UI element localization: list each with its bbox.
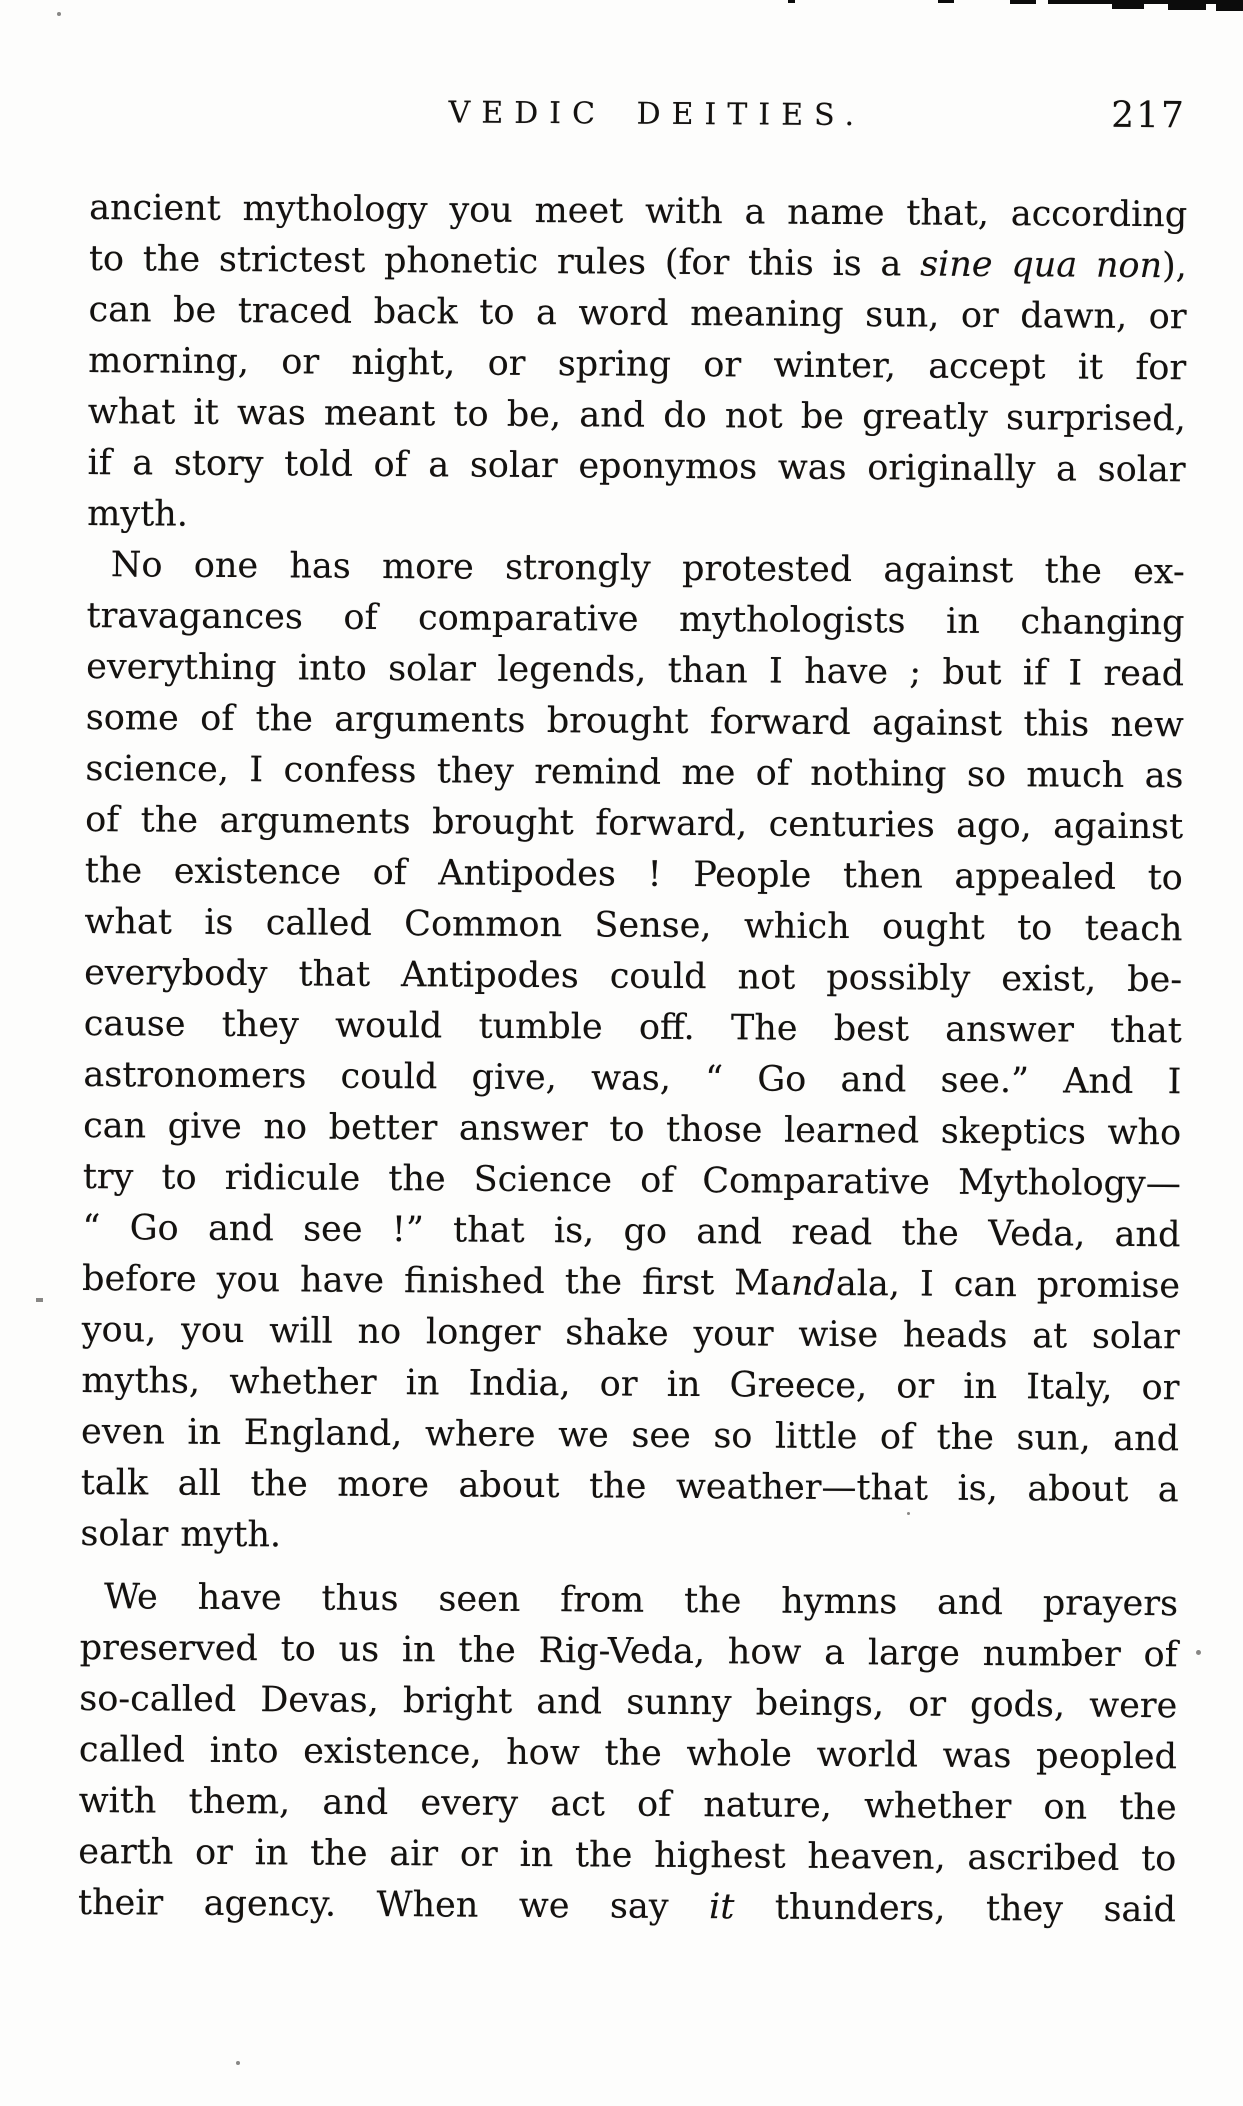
text-line: even in England, where we see so little of the sun, and	[80, 1411, 1180, 1460]
scan-artifact	[57, 12, 61, 16]
page-body	[78, 183, 1188, 1936]
scan-artifact	[1112, 3, 1144, 9]
text-line: with them, and every act of nature, whether on the	[78, 1780, 1177, 1829]
text-line: preserved to us in the Rig-Veda, how a large number of	[79, 1627, 1178, 1676]
text-line: some of the arguments brought forward against this new	[85, 697, 1184, 746]
text-line: ancient mythology you meet with a name that, according	[89, 187, 1188, 236]
scan-artifact	[938, 0, 954, 3]
text-line: talk all the more about the weather—that is, about a	[80, 1462, 1179, 1511]
text-line: what it was meant to be, and do not be greatly surprised,	[87, 391, 1186, 440]
paragraph	[78, 1572, 1178, 1936]
text-line: everything into solar legends, than I have ; but if I read	[86, 646, 1185, 695]
text-line: everybody that Antipodes could not possibly exist, be-	[84, 952, 1183, 1001]
text-line: solar myth.	[80, 1513, 282, 1556]
text-line: cause they would tumble off. The best answer that	[83, 1003, 1182, 1052]
text-line: called into existence, how the whole world was peopled	[78, 1729, 1178, 1778]
scan-artifact	[36, 1298, 43, 1302]
page-header	[90, 91, 1188, 138]
scan-artifact	[236, 2061, 240, 2065]
text-line: No one has more strongly protested against the ex-	[110, 545, 1185, 593]
text-line: the existence of Antipodes ! People then appealed to	[84, 850, 1183, 899]
scan-artifact	[1010, 0, 1036, 4]
text-line: myths, whether in India, or in Greece, or in Italy, or	[81, 1360, 1180, 1409]
text-line: can be traced back to a word meaning sun, or dawn, or	[88, 289, 1187, 338]
text-line: morning, or night, or spring or winter, accept it for	[88, 340, 1187, 389]
text-line: before you have finished the first Mandala, I can promise	[81, 1258, 1181, 1307]
text-line: travagances of comparative mythologists in changing	[86, 595, 1185, 644]
scan-artifact	[1168, 3, 1206, 10]
text-line: earth or in the air or in the highest heaven, ascribed to	[78, 1831, 1177, 1880]
scan-artifact	[1196, 1650, 1201, 1655]
text-line: of the arguments brought forward, centuries ago, against	[85, 799, 1184, 848]
text-line: try to ridicule the Science of Comparative Mythology—	[82, 1156, 1181, 1205]
text-line: you, you will no longer shake your wise heads at solar	[81, 1309, 1180, 1358]
text-line: their agency. When we say it thunders, they said	[77, 1882, 1177, 1931]
text-line: to the strictest phonetic rules (for this is a sine qua non),	[88, 238, 1187, 287]
book-page	[78, 91, 1188, 1936]
scan-artifact	[788, 0, 795, 3]
text-line: science, I confess they remind me of nothing so much as	[85, 748, 1184, 797]
paragraph	[80, 540, 1185, 1567]
page-number: 217	[1111, 94, 1186, 137]
text-line: can give no better answer to those learned skeptics who	[83, 1105, 1182, 1154]
text-line: “ Go and see !” that is, go and read the Veda, and	[82, 1207, 1181, 1256]
text-line: astronomers could give, was, “ Go and see.” And I	[83, 1054, 1182, 1103]
scan-artifact	[1048, 0, 1243, 4]
paragraph	[87, 183, 1187, 547]
running-head: VEDIC DEITIES.	[448, 95, 866, 134]
text-line: We have thus seen from the hymns and prayers	[103, 1577, 1179, 1625]
text-line: so-called Devas, bright and sunny beings, or gods, were	[79, 1678, 1178, 1727]
text-line: what is called Common Sense, which ought to teach	[84, 901, 1183, 950]
text-line: if a story told of a solar eponymos was originally a solar	[87, 442, 1186, 491]
scan-artifact	[1216, 4, 1243, 11]
text-line: myth.	[87, 493, 189, 535]
